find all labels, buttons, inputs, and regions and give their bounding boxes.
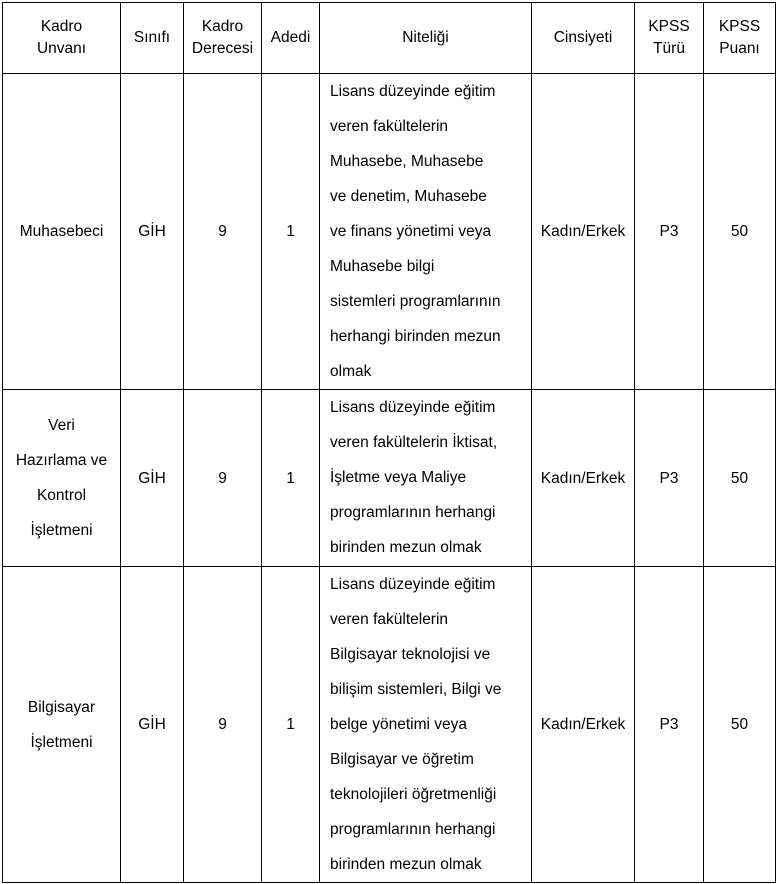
cell-kpss-turu: P3	[635, 567, 704, 883]
cell-text: teknolojileri öğretmenliği	[330, 786, 497, 803]
cell-text: Kontrol	[36, 487, 87, 504]
header-adedi	[262, 3, 320, 74]
header-text: KPSS	[718, 18, 761, 35]
cell-adet: 1	[262, 390, 320, 567]
cell-cinsiyet: Kadın/Erkek	[532, 74, 635, 390]
cell-kpss-turu: P3	[635, 390, 704, 567]
cell-kpss-puani: 50	[704, 390, 776, 567]
cell-sinifi: GİH	[121, 390, 184, 567]
cell-cinsiyet: Kadın/Erkek	[532, 390, 635, 567]
cell-sinifi: GİH	[121, 567, 184, 883]
cell-kpss-turu: P3	[635, 74, 704, 390]
header-text: Adedi	[270, 29, 311, 46]
cell-text: Bilgisayar ve öğretim	[330, 751, 474, 768]
cell-text: birinden mezun olmak	[330, 856, 482, 873]
cell-text: programlarının herhangi	[330, 504, 496, 521]
cell-sinifi: GİH	[121, 74, 184, 390]
header-kpss-puani	[704, 3, 776, 74]
header-sinifi	[121, 3, 184, 74]
cell-cinsiyet: Kadın/Erkek	[532, 567, 635, 883]
cell-text: belge yönetimi veya	[330, 716, 467, 733]
cell-derece: 9	[184, 74, 262, 390]
cell-nitelik	[320, 74, 532, 390]
header-text: Kadro	[40, 18, 83, 35]
header-text: Derecesi	[191, 40, 254, 57]
cell-text: veren fakültelerin	[330, 611, 449, 628]
cell-kpss-puani: 50	[704, 567, 776, 883]
cell-text: Bilgisayar	[27, 698, 96, 716]
header-row	[3, 3, 776, 74]
cell-text: bilişim sistemleri, Bilgi ve	[330, 681, 502, 698]
cell-unvan	[3, 567, 121, 883]
cell-adet: 1	[262, 74, 320, 390]
cell-text: veren fakültelerin	[330, 118, 449, 135]
cell-kpss-puani: 50	[704, 74, 776, 390]
cell-text: sistemleri programlarının	[330, 293, 501, 310]
table-row	[3, 567, 776, 883]
cell-text: İşletmeni	[30, 522, 93, 539]
cell-text: birinden mezun olmak	[330, 539, 482, 556]
cell-text: Lisans düzeyinde eğitim	[330, 83, 496, 100]
header-text: Unvanı	[36, 40, 87, 57]
kadro-table	[2, 2, 776, 883]
cell-text: Muhasebe, Muhasebe	[330, 153, 484, 170]
cell-text: herhangi birinden mezun	[330, 328, 501, 345]
cell-text: İşletme veya Maliye	[330, 469, 467, 486]
header-text: Sınıfı	[133, 29, 171, 46]
cell-text: Muhasebeci	[19, 223, 104, 240]
cell-text: ve finans yönetimi veya	[330, 223, 492, 240]
cell-unvan	[3, 390, 121, 567]
cell-derece: 9	[184, 567, 262, 883]
cell-text: İşletmeni	[30, 733, 93, 751]
header-kadro-unvani	[3, 3, 121, 74]
cell-derece: 9	[184, 390, 262, 567]
cell-text: programlarının herhangi	[330, 821, 496, 838]
header-kadro-derecesi	[184, 3, 262, 74]
table-row	[3, 390, 776, 567]
cell-nitelik	[320, 390, 532, 567]
header-text: Puanı	[719, 40, 760, 57]
cell-text: veren fakültelerin İktisat,	[330, 434, 498, 451]
cell-text: Muhasebe bilgi	[330, 258, 435, 275]
cell-text: Lisans düzeyinde eğitim	[330, 399, 496, 416]
header-text: KPSS	[648, 18, 690, 35]
header-text: Cinsiyeti	[553, 29, 613, 46]
cell-adet: 1	[262, 567, 320, 883]
cell-text: Veri	[48, 417, 75, 434]
header-niteligi	[320, 3, 532, 74]
cell-text: Bilgisayar teknolojisi ve	[330, 646, 491, 663]
cell-unvan	[3, 74, 121, 390]
header-text: Türü	[653, 40, 685, 57]
table-row	[3, 74, 776, 390]
cell-text: Lisans düzeyinde eğitim	[330, 576, 496, 593]
header-kpss-turu	[635, 3, 704, 74]
header-cinsiyeti	[532, 3, 635, 74]
header-text: Niteliği	[402, 29, 449, 46]
header-text: Kadro	[201, 18, 244, 35]
cell-text: Hazırlama ve	[15, 452, 108, 469]
cell-text: ve denetim, Muhasebe	[330, 188, 487, 205]
cell-text: olmak	[330, 363, 372, 380]
cell-nitelik	[320, 567, 532, 883]
